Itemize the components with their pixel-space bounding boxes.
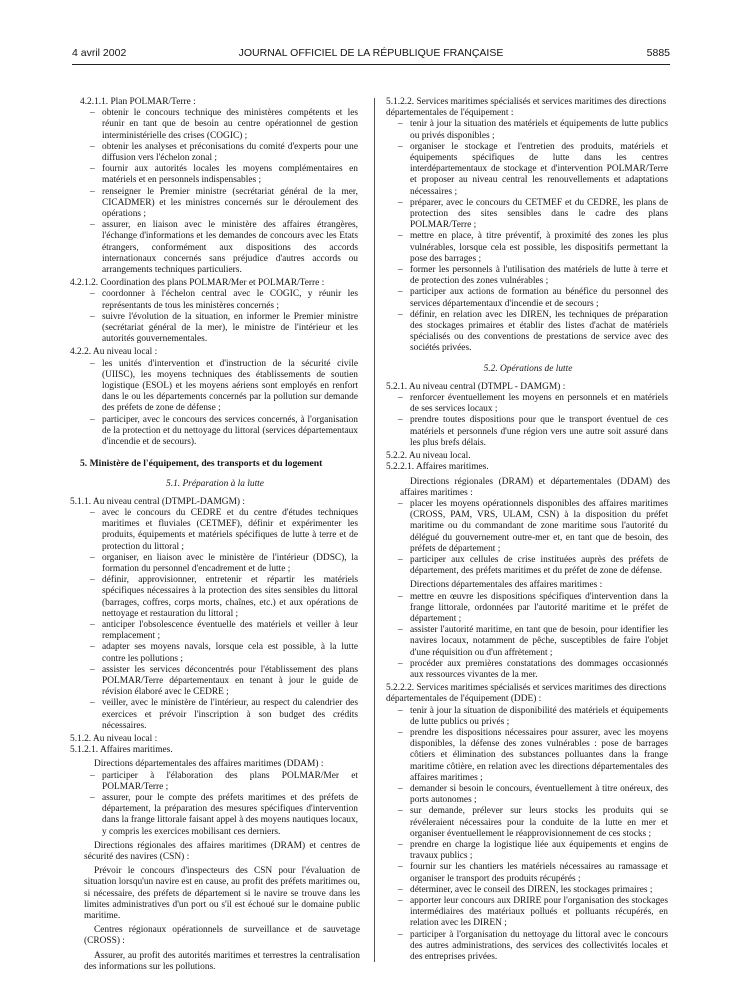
list-item: – suivre l'évolution de la situation, en informer le Premier ministre (secrétariat général de la mer), le ministre de l'intérieur et les autorités gouvernementales. <box>70 312 360 346</box>
list-item: – définir, approvisionner, entretenir et répartir les matériels spécifiques nécessaires à la protection des sites sensibles du littoral (barrages, coffres, corps morts, chaînes, etc.) et aux opérations de nettoyage et restauration du littoral ; <box>70 575 360 620</box>
list-item: – tenir à jour la situation de disponibilité des matériels et équipements de lutte publics ou privés ; <box>386 706 670 728</box>
list-item: – obtenir le concours technique des ministères compétents et les réunir en tant que de besoin au centre opérationnel de gestion interministérielle des crises (COGIC) ; <box>70 108 360 142</box>
section-5-2-2-2-list <box>386 706 670 964</box>
csn-paragraph: Prévoir le concours d'inspecteurs des CSN pour l'évaluation de situation lorsqu'un navire est en cause, au profit des préfets maritimes ou, si nécessaire, des préfets de département si le navire se trouve dans les limites administratives d'un port ou s'il est échoué sur le domaine public maritime. <box>84 866 360 922</box>
list-item: – assurer, pour le compte des préfets maritimes et des préfets de département, la préparation des mesures spécifiques d'intervention dans la frange littorale faisant appel à des moyens nautiques locaux, y compris les exercices mobilisant ces derniers. <box>70 793 360 838</box>
section-5-2-2-1-list-2 <box>386 592 670 682</box>
section-5-1-heading: 5.1. Préparation à la lutte <box>166 478 264 489</box>
cross-paragraph: Centres régionaux opérationnels de surveillance et de sauvetage (CROSS) : <box>84 925 360 947</box>
section-5-2-1-list <box>386 393 670 449</box>
list-item: – apporter leur concours aux DRIRE pour l'organisation des stockages intermédiaires des matériaux pollués et polluants récupérés, en relation avec les DIREN ; <box>386 896 670 930</box>
section-5-2-2-2-title: 5.2.2.2. Services maritimes spécialisés et services maritimes des directions départementales de l'équipement (DDE) : <box>386 683 667 705</box>
dram-ddam-intro: Directions régionales (DRAM) et départementales (DDAM) des affaires maritimes : <box>400 476 670 498</box>
section-5-1-2-1-title: 5.1.2.1. Affaires maritimes. <box>70 745 173 756</box>
dram-paragraph: Directions régionales des affaires maritimes (DRAM) et centres de sécurité des navires (CSN) : <box>84 840 360 862</box>
list-item: – mettre en œuvre les dispositions spécifiques d'intervention dans la frange littorale, ordonnées par l'autorité maritime et le préfet de département ; <box>386 592 670 626</box>
cross-mission-paragraph: Assurer, au profit des autorités maritimes et terrestres la centralisation des informations sur les pollutions. <box>84 950 360 972</box>
section-4-2-1-1-list <box>70 108 360 276</box>
section-5-1-2-1-list <box>70 771 360 838</box>
list-item: – prendre en charge la logistique liée aux équipements et engins de travaux publics ; <box>386 840 670 862</box>
list-item: – les unités d'intervention et d'instruction de la sécurité civile (UIISC), les moyens techniques des établissements de soutien logistique (ESOL) et les moyens aériens sont employés en renfort dans le ou les départements concernés par la pollution sur demande des préfets de zone de défense ; <box>70 359 360 415</box>
list-item: – placer les moyens opérationnels disponibles des affaires maritimes (CROSS, PAM, VRS, ULAM, CSN) à la disposition du préfet maritime ou du commandant de zone maritime sous l'autorité du délégué du gouvernement outre-mer et, en tant que de besoin, des préfets de département ; <box>386 499 670 555</box>
list-item: – assurer, en liaison avec le ministère des affaires étrangères, l'échange d'informations et les demandes de concours avec les Etats étrangers, conformément aux dispositions des accords internationaux concernés sans préjudice d'autres accords ou arrangements techniques particuliers. <box>70 220 360 276</box>
left-column <box>70 97 360 973</box>
list-item: – renseigner le Premier ministre (secrétariat général de la mer, CICADMER) et les ministres concernés sur le déroulement des opérations ; <box>70 187 360 221</box>
header-date: 4 avril 2002 <box>72 47 127 59</box>
section-5-2-heading: 5.2. Opérations de lutte <box>483 363 573 374</box>
section-5-2-2-1-list <box>386 499 670 577</box>
list-item: – sur demande, prélever sur leurs stocks les produits qui se révéleraient nécessaires pour la conduite de la lutte en mer et organiser éventuellement le réapprovisionnement de ces stocks ; <box>386 806 670 840</box>
list-item: – assister l'autorité maritime, en tant que de besoin, pour identifier les navires locaux, notamment de pêche, susceptibles de faire l'objet d'une réquisition ou d'un affrètement ; <box>386 625 670 659</box>
ddam-intro-2: Directions départementales des affaires maritimes : <box>410 580 603 591</box>
header-title: JOURNAL OFFICIEL DE LA RÉPUBLIQUE FRANÇAISE <box>238 47 504 59</box>
list-item: – organiser, en liaison avec le ministère de l'intérieur (DDSC), la formation du personnel d'encadrement et de lutte ; <box>70 553 360 575</box>
list-item: – organiser le stockage et l'entretien des produits, matériels et équipements spécifiques de lutte dans les centres interdépartementaux de stockage et d'intervention POLMAR/Terre et proposer au niveau central les renouvellements et adaptations nécessaires ; <box>386 142 670 198</box>
list-item: – tenir à jour la situation des matériels et équipements de lutte publics ou privés disponibles ; <box>386 119 670 141</box>
section-4-2-1-2-list <box>70 289 360 345</box>
page-header <box>72 47 670 63</box>
list-item: – veiller, avec le ministère de l'intérieur, au respect du calendrier des exercices et prévoir l'inscription à son budget des crédits nécessaires. <box>70 698 360 732</box>
section-5-1-2-title: 5.1.2. Au niveau local : <box>70 733 158 744</box>
list-item: – mettre en place, à titre préventif, à proximité des zones les plus vulnérables, lorsque cela est possible, les dispositifs permettant la pose des barrages ; <box>386 231 670 265</box>
list-item: – former les personnels à l'utilisation des matériels de lutte à terre et de protection des zones vulnérables ; <box>386 265 670 287</box>
section-5-1-2-2-title: 5.1.2.2. Services maritimes spécialisés et services maritimes des directions départementales de l'équipement : <box>386 97 667 119</box>
list-item: – assister les services déconcentrés pour l'établissement des plans POLMAR/Terre départementaux en tenant à jour le guide de révision élaboré avec le CEDRE ; <box>70 665 360 699</box>
list-item: – fournir sur les chantiers les matériels nécessaires au ramassage et organiser le transport des produits récupérés ; <box>386 862 670 884</box>
header-page-number: 5885 <box>646 47 670 59</box>
list-item: – avec le concours du CEDRE et du centre d'études techniques maritimes et fluviales (CETMEF), définir et expérimenter les produits, équipements et matériels spécifiques de lutte à terre et de protection du littoral ; <box>70 508 360 553</box>
section-5-2-1-title: 5.2.1. Au niveau central (DTMPL - DAMGM) : <box>386 381 566 392</box>
column-divider <box>374 98 375 962</box>
list-item: – adapter ses moyens navals, lorsque cela est possible, à la lutte contre les pollutions ; <box>70 642 360 664</box>
list-item: – participer, avec le concours des services concernés, à l'organisation de la protection et du nettoyage du littoral (services départementaux d'incendie et de secours). <box>70 415 360 449</box>
section-4-2-2-title: 4.2.2. Au niveau local : <box>70 347 158 358</box>
list-item: – fournir aux autorités locales les moyens complémentaires en matériels et en personnels indispensables ; <box>70 164 360 186</box>
list-item: – prendre toutes dispositions pour que le transport éventuel de ces matériels et personnels d'une région vers une autre soit assuré dans les plus brefs délais. <box>386 415 670 449</box>
list-item: – coordonner à l'échelon central avec le COGIC, y réunir les représentants de tous les ministères concernés ; <box>70 289 360 311</box>
ddam-intro: Directions départementales des affaires maritimes (DDAM) : <box>94 759 324 770</box>
list-item: – renforcer éventuellement les moyens en personnels et en matériels de ses services locaux ; <box>386 393 670 415</box>
list-item: – définir, en relation avec les DIREN, les techniques de préparation des stockages primaires et établir des listes d'achat de matériels spécialisés ou des conventions de prestations de service avec des sociétés privées. <box>386 310 670 355</box>
list-item: – participer à l'organisation du nettoyage du littoral avec le concours des autres administrations, des services des collectivités locales et des entreprises privées. <box>386 930 670 964</box>
section-5-heading: 5. Ministère de l'équipement, des transports et du logement <box>80 458 323 470</box>
list-item: – déterminer, avec le conseil des DIREN, les stockages primaires ; <box>386 885 670 896</box>
right-column <box>386 97 670 963</box>
section-5-2-2-title: 5.2.2. Au niveau local. <box>386 451 471 462</box>
list-item: – participer à l'élaboration des plans POLMAR/Mer et POLMAR/Terre ; <box>70 771 360 793</box>
header-rule <box>72 64 670 65</box>
list-item: – participer aux cellules de crise instituées auprès des préfets de département, des préfets maritimes et du préfet de zone de défense. <box>386 555 670 577</box>
list-item: – participer aux actions de formation au bénéfice du personnel des services départementaux d'incendie et de secours ; <box>386 287 670 309</box>
section-5-1-1-list <box>70 508 360 732</box>
list-item: – préparer, avec le concours du CETMEF et du CEDRE, les plans de protection des sites sensibles dans le cadre des plans POLMAR/Terre ; <box>386 198 670 232</box>
section-4-2-2-list <box>70 359 360 449</box>
section-4-2-1-1-title: 4.2.1.1. Plan POLMAR/Terre : <box>80 97 196 107</box>
list-item: – prendre les dispositions nécessaires pour assurer, avec les moyens disponibles, la défense des zones vulnérables : pose de barrages côtiers et élimination des substances polluantes dans la frange maritime côtière, en relation avec les directions départementales des affaires maritimes ; <box>386 728 670 784</box>
list-item: – anticiper l'obsolescence éventuelle des matériels et veiller à leur remplacement ; <box>70 620 360 642</box>
section-5-1-2-2-list <box>386 119 670 354</box>
list-item: – demander si besoin le concours, éventuellement à titre onéreux, des ports autonomes ; <box>386 784 670 806</box>
list-item: – procéder aux premières constatations des dommages occasionnés aux ressources vivantes de la mer. <box>386 659 670 681</box>
section-5-2-2-1-title: 5.2.2.1. Affaires maritimes. <box>386 462 489 473</box>
section-4-2-1-2-title: 4.2.1.2. Coordination des plans POLMAR/Mer et POLMAR/Terre : <box>70 278 325 289</box>
section-5-1-1-title: 5.1.1. Au niveau central (DTMPL-DAMGM) : <box>70 496 245 507</box>
list-item: – obtenir les analyses et préconisations du comité d'experts pour une diffusion vers l'échelon zonal ; <box>70 142 360 164</box>
